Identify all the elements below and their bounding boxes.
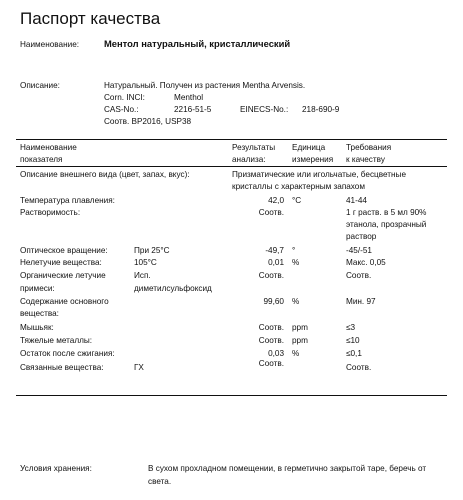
row-req: Соотв. [346, 363, 372, 372]
row-name: Нелетучие вещества: [20, 258, 102, 267]
row-name: Остаток после сжигания: [20, 349, 115, 358]
appearance-value-1: Призматические или игольчатые, бесцветные [232, 170, 406, 179]
appearance-value-2: кристаллы с характерным запахом [232, 182, 365, 191]
description-line: Натуральный. Получен из растения Mentha Arvensis. [104, 81, 306, 90]
row-condition: При 25°С [134, 246, 170, 255]
cas-label: CAS-No.: [104, 105, 139, 114]
row-req: Макс. 0,05 [346, 258, 386, 267]
description-label: Описание: [20, 81, 60, 90]
row-req-line2: этанола, прозрачный [346, 220, 427, 229]
row-req: Соотв. [346, 271, 372, 280]
row-unit: ppm [292, 336, 308, 345]
row-name: Органические летучие [20, 271, 106, 280]
header-unit-1: Единица [292, 143, 326, 152]
cas-value: 2216-51-5 [174, 105, 212, 114]
row-req: ≤10 [346, 336, 360, 345]
row-name: Мышьяк: [20, 323, 54, 332]
row-result: 42,0 [268, 196, 284, 205]
row-name-line2: вещества: [20, 309, 59, 318]
header-unit-2: измерения [292, 155, 334, 164]
row-unit: °С [292, 196, 302, 205]
row-result: -49,7 [265, 246, 284, 255]
row-req: 1 г раств. в 5 мл 90% [346, 208, 427, 217]
row-name: Растворимость: [20, 208, 81, 217]
row-unit: % [292, 349, 300, 358]
storage-text-2: света. [148, 477, 172, 486]
row-condition-line2: диметилсульфоксид [134, 284, 212, 293]
row-name: Тяжелые металлы: [20, 336, 93, 345]
einecs-label: EINECS-No.: [240, 105, 289, 114]
row-name: Оптическое вращение: [20, 246, 108, 255]
table-bottom-rule [16, 395, 447, 396]
row-condition: ГХ [134, 363, 144, 372]
row-unit: % [292, 297, 300, 306]
header-req-1: Требования [346, 143, 392, 152]
name-label: Наименование: [20, 40, 80, 49]
einecs-value: 218-690-9 [302, 105, 340, 114]
row-unit: % [292, 258, 300, 267]
row-result: Соотв. [258, 271, 284, 280]
page-title: Паспорт качества [20, 9, 161, 28]
storage-text-1: В сухом прохладном помещении, в герметично закрытой таре, беречь от [148, 464, 427, 473]
header-req-2: к качеству [346, 155, 385, 164]
row-req: ≤3 [346, 323, 356, 332]
row-name: Связанные вещества: [20, 363, 104, 372]
row-req-line3: раствор [346, 232, 377, 241]
header-result-1: Результаты [232, 143, 276, 152]
standard-text: Соотв. BP2016, USP38 [104, 117, 192, 126]
storage-label: Условия хранения: [20, 464, 92, 473]
row-result: Соотв. [258, 359, 284, 368]
row-condition: Исп. [134, 271, 151, 280]
row-result: Соотв. [258, 323, 284, 332]
row-result: 99,60 [263, 297, 284, 306]
row-unit: ppm [292, 323, 308, 332]
row-result: 0,03 [268, 349, 284, 358]
table-top-rule [16, 139, 447, 140]
row-req: -45/-51 [346, 246, 372, 255]
header-name-1: Наименование [20, 143, 77, 152]
row-req: Мин. 97 [346, 297, 376, 306]
inci-label: Corn. INCI: [104, 93, 145, 102]
row-name: Содержание основного [20, 297, 109, 306]
row-result: 0,01 [268, 258, 284, 267]
row-name-line2: примеси: [20, 284, 55, 293]
inci-value: Menthol [174, 93, 204, 102]
row-req: 41-44 [346, 196, 367, 205]
header-result-2: анализа: [232, 155, 266, 164]
product-name: Ментол натуральный, кристаллический [104, 38, 291, 49]
appearance-label: Описание внешнего вида (цвет, запах, вкус): [20, 170, 190, 179]
header-name-2: показателя [20, 155, 63, 164]
row-name: Температура плавления: [20, 196, 115, 205]
row-result: Соотв. [258, 336, 284, 345]
row-condition: 105°С [134, 258, 157, 267]
row-result: Соотв. [258, 208, 284, 217]
row-req: ≤0,1 [346, 349, 362, 358]
table-header-rule [16, 166, 447, 167]
row-unit: ° [292, 246, 296, 255]
